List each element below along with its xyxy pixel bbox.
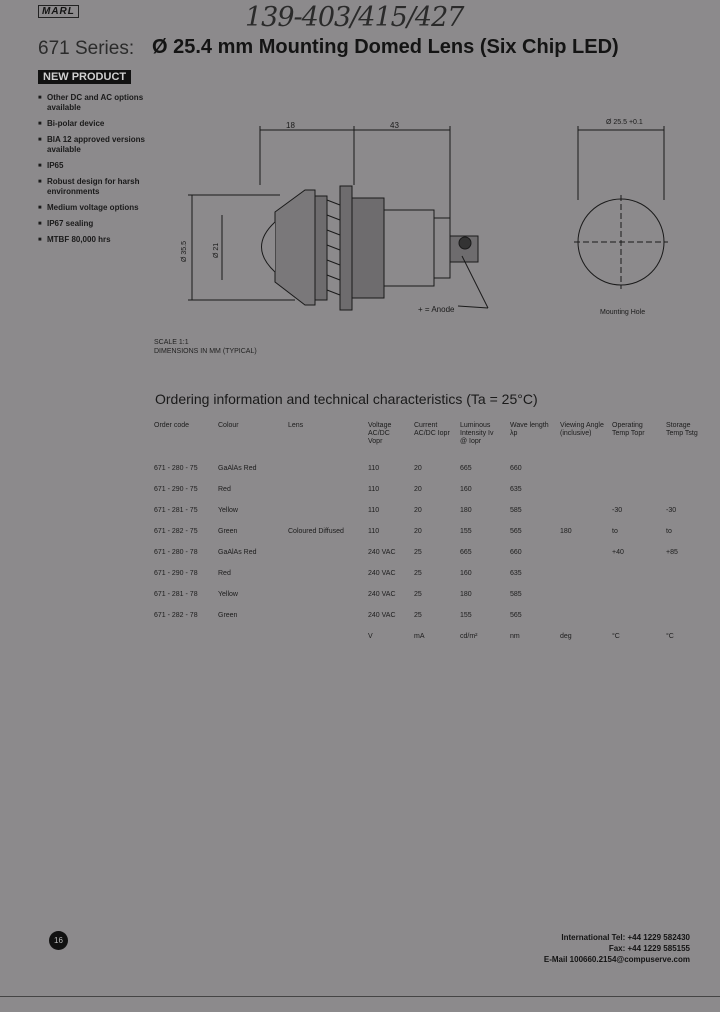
cell: 585 <box>510 507 522 514</box>
cell <box>608 479 662 500</box>
new-product-badge: NEW PRODUCT <box>38 70 131 84</box>
table-row <box>150 479 710 500</box>
unit-cell: deg <box>560 633 572 640</box>
table-header-row <box>150 422 710 458</box>
table-row <box>150 500 710 521</box>
col-luminous: Luminous Intensity Iv @ Iopr <box>460 422 494 445</box>
cell: Red <box>218 570 231 577</box>
cell <box>556 500 608 521</box>
cell: 585 <box>510 591 522 598</box>
table-row <box>150 605 710 626</box>
cell: 155 <box>460 528 472 535</box>
feature-item: ■ Medium voltage options <box>38 203 148 213</box>
cell: 180 <box>560 528 572 535</box>
cell: 110 <box>368 507 380 514</box>
cell <box>556 479 608 500</box>
cell <box>284 458 364 479</box>
units-row <box>150 626 710 647</box>
cell: 20 <box>414 507 422 514</box>
cell: 671 - 282 - 78 <box>154 612 198 619</box>
cell: Green <box>218 528 238 535</box>
page-title: Ø 25.4 mm Mounting Domed Lens (Six Chip LED) <box>152 36 619 58</box>
cell <box>556 458 608 479</box>
cell <box>284 605 364 626</box>
cell: 660 <box>510 465 522 472</box>
cell <box>662 605 710 626</box>
feature-item: ■ BIA 12 approved versions available <box>38 135 148 155</box>
table-row <box>150 542 710 563</box>
cell: 110 <box>368 486 380 493</box>
cell <box>556 605 608 626</box>
cell: Green <box>218 612 238 619</box>
cell: 180 <box>460 591 472 598</box>
cell: 20 <box>414 528 422 535</box>
anode-label: + = Anode <box>418 305 455 314</box>
specs-table <box>150 422 710 647</box>
cell: +85 <box>666 549 678 556</box>
unit-cell: cd/m² <box>460 633 478 640</box>
cell: 635 <box>510 570 522 577</box>
cell: 665 <box>460 465 472 472</box>
table-row <box>150 521 710 542</box>
cell: 240 VAC <box>368 570 396 577</box>
series-label: 671 Series: <box>38 38 135 59</box>
col-order-code: Order code <box>154 422 190 429</box>
cell: 180 <box>460 507 472 514</box>
col-voltage: Voltage AC/DC Vopr <box>368 422 392 445</box>
cell: 110 <box>368 465 380 472</box>
cell: 20 <box>414 486 422 493</box>
cell: -30 <box>666 507 677 514</box>
cell: 671 - 280 - 78 <box>154 549 198 556</box>
cell: GaAlAs Red <box>218 549 257 556</box>
dim-outer-diameter: Ø 35.5 <box>181 240 188 262</box>
cell <box>284 500 364 521</box>
cell <box>608 458 662 479</box>
cell <box>608 605 662 626</box>
col-storage-temp: Storage Temp Tstg <box>666 422 698 437</box>
col-lens: Lens <box>288 422 304 429</box>
cell: 25 <box>414 570 422 577</box>
cell: 110 <box>368 528 380 535</box>
units-text: DIMENSIONS IN MM (TYPICAL) <box>154 348 257 355</box>
cell: 671 - 280 - 75 <box>154 465 198 472</box>
cell <box>662 458 710 479</box>
scale-text: SCALE 1:1 <box>154 339 189 346</box>
col-viewing-angle: Viewing Angle (inclusive) <box>560 422 604 437</box>
brand-logo: MARL <box>38 5 79 18</box>
cell <box>556 584 608 605</box>
cell: Red <box>218 486 231 493</box>
cell: 25 <box>414 612 422 619</box>
feature-item: ■ Robust design for harsh environments <box>38 177 148 197</box>
handwritten-reference: 139-403/415/427 <box>245 2 464 33</box>
cell <box>556 563 608 584</box>
cell <box>608 584 662 605</box>
cell: 671 - 281 - 78 <box>154 591 198 598</box>
cell <box>284 584 364 605</box>
unit-cell: °C <box>666 633 674 640</box>
contact-email: E-Mail 100660.2154@compuserve.com <box>543 955 690 964</box>
cell: +40 <box>612 549 624 556</box>
table-row <box>150 458 710 479</box>
contact-block <box>470 932 690 965</box>
page-number: 16 <box>49 931 68 950</box>
unit-cell <box>150 626 214 647</box>
dim-inner-diameter: Ø 21 <box>213 242 220 258</box>
cell: 665 <box>460 549 472 556</box>
feature-item: ■ IP65 <box>38 161 148 171</box>
cell <box>284 542 364 563</box>
cell: 565 <box>510 612 522 619</box>
cell <box>556 542 608 563</box>
contact-tel: International Tel: +44 1229 582430 <box>561 933 690 942</box>
cell: 155 <box>460 612 472 619</box>
cell: 671 - 290 - 78 <box>154 570 198 577</box>
col-wavelength: Wave length λp <box>510 422 549 437</box>
table-row <box>150 563 710 584</box>
cell: 20 <box>414 465 422 472</box>
cell <box>662 584 710 605</box>
footer-divider <box>0 996 720 997</box>
feature-item: ■ Other DC and AC options available <box>38 93 148 113</box>
cell: 660 <box>510 549 522 556</box>
cell: 671 - 281 - 75 <box>154 507 198 514</box>
col-current: Current AC/DC Iopr <box>414 422 450 437</box>
unit-cell: V <box>368 633 373 640</box>
cell: 635 <box>510 486 522 493</box>
cell: 240 VAC <box>368 549 396 556</box>
feature-item: ■ IP67 sealing <box>38 219 148 229</box>
ordering-heading: Ordering information and technical characteristics (Ta = 25°C) <box>155 391 538 407</box>
cell: 240 VAC <box>368 591 396 598</box>
scale-note <box>154 338 257 356</box>
cell: 25 <box>414 591 422 598</box>
dim-top-right: 43 <box>390 121 399 130</box>
cell: GaAlAs Red <box>218 465 257 472</box>
cell: Yellow <box>218 591 238 598</box>
cell: 565 <box>510 528 522 535</box>
cell <box>284 563 364 584</box>
unit-cell: °C <box>612 633 620 640</box>
cell: Yellow <box>218 507 238 514</box>
hole-label: Mounting Hole <box>600 309 646 316</box>
unit-cell <box>214 626 284 647</box>
unit-cell <box>284 626 364 647</box>
cell: 160 <box>460 486 472 493</box>
cell: Coloured Diffused <box>288 528 344 535</box>
cell <box>284 479 364 500</box>
hole-dimension: Ø 25.5 +0.1 <box>606 119 643 126</box>
unit-cell: nm <box>510 633 520 640</box>
cell: to <box>612 528 618 535</box>
cell: 240 VAC <box>368 612 396 619</box>
unit-cell: mA <box>414 633 425 640</box>
feature-item: ■ Bi-polar device <box>38 119 148 129</box>
cell: 671 - 290 - 75 <box>154 486 198 493</box>
cell: 25 <box>414 549 422 556</box>
cell: to <box>666 528 672 535</box>
cell: 160 <box>460 570 472 577</box>
cell: 671 - 282 - 75 <box>154 528 198 535</box>
col-colour: Colour <box>218 422 239 429</box>
contact-fax: Fax: +44 1229 585155 <box>608 944 690 953</box>
cell: -30 <box>612 507 623 514</box>
col-operating-temp: Operating Temp Topr <box>612 422 645 437</box>
table-row <box>150 584 710 605</box>
dim-top-left: 18 <box>286 121 295 130</box>
cell <box>662 479 710 500</box>
cell <box>608 563 662 584</box>
feature-item: ■ MTBF 80,000 hrs <box>38 235 148 245</box>
cell <box>662 563 710 584</box>
